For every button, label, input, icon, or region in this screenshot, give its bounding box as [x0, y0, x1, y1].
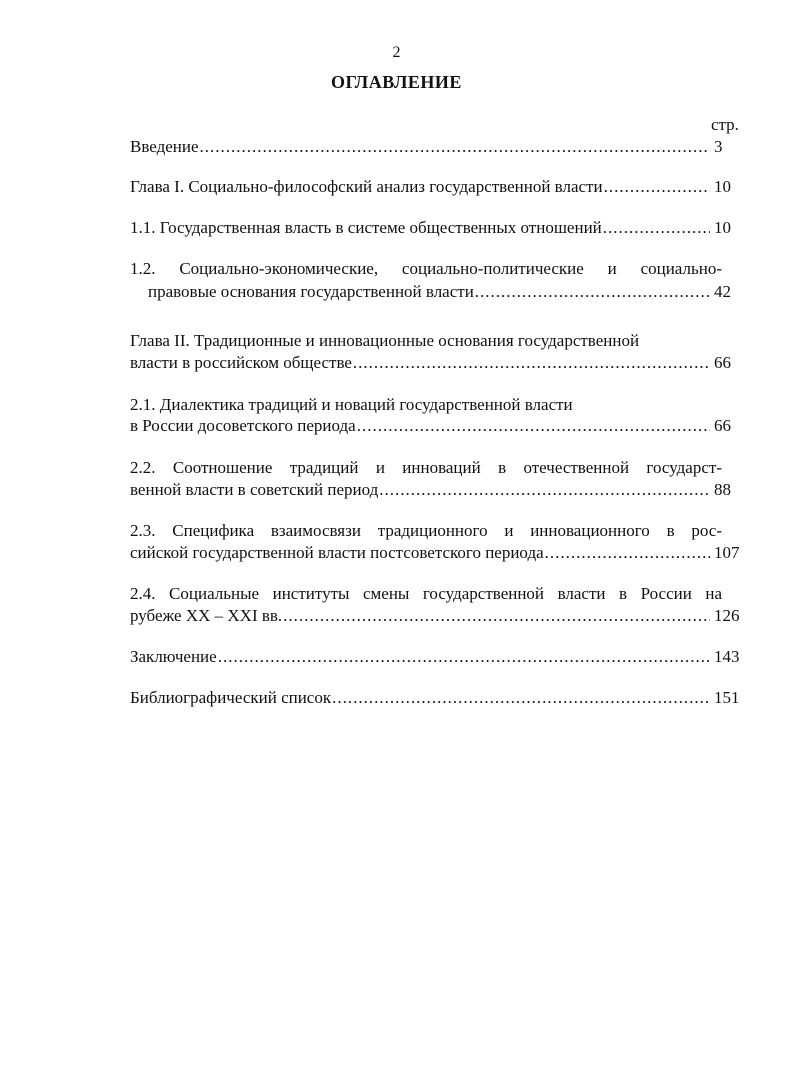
toc-entry-section-2-4[interactable] — [130, 605, 740, 627]
toc-entry-title: правовые основания государственной власти — [148, 282, 474, 301]
toc-entry-section-2-2-line1[interactable]: 2.2. Соотношение традиций и инноваций в отечественной государст- — [130, 458, 722, 477]
pages-column-header: стр. — [711, 115, 739, 134]
toc-entry-section-2-4-line1[interactable]: 2.4. Социальные институты смены государственной власти в России на — [130, 584, 722, 603]
toc-entry-section-2-3[interactable] — [130, 542, 740, 564]
dot-leader — [604, 176, 710, 198]
toc-entry-conclusion[interactable] — [130, 646, 740, 668]
dot-leader — [475, 281, 710, 303]
toc-page-number: 10 — [714, 218, 731, 237]
toc-page-number: 66 — [714, 353, 731, 372]
toc-entry-bibliography[interactable] — [130, 687, 740, 709]
toc-entry-title: власти в российском обществе — [130, 353, 352, 372]
toc-entry-chapter-2-line1[interactable]: Глава II. Традиционные и инновационные основания государственной — [130, 331, 640, 350]
toc-entry-title: 1.1. Государственная власть в системе общественных отношений — [130, 218, 602, 237]
toc-entry-title: Введение — [130, 137, 199, 156]
toc-page-number: 10 — [714, 177, 731, 196]
toc-entry-section-1-1[interactable] — [130, 217, 740, 239]
toc-entry-title: Глава I. Социально-философский анализ государственной власти — [130, 177, 603, 196]
dot-leader — [603, 217, 710, 239]
dot-leader — [379, 479, 710, 501]
toc-entry-section-1-2-line1[interactable]: 1.2. Социально-экономические, социально-политические и социально- — [130, 259, 722, 278]
toc-entry-section-2-1[interactable] — [130, 415, 740, 437]
page-number: 2 — [392, 44, 401, 61]
toc-entry-title: рубеже XX – XXI вв. — [130, 606, 283, 625]
dot-leader — [283, 605, 710, 627]
toc-page-number: 3 — [714, 137, 723, 156]
dot-leader — [332, 687, 710, 709]
toc-entry-title: сийской государственной власти постсоветского периода — [130, 543, 544, 562]
dot-leader — [353, 352, 710, 374]
toc-entry-chapter-2[interactable] — [130, 352, 740, 374]
toc-entry-title: Заключение — [130, 647, 217, 666]
toc-page-number: 143 — [714, 647, 740, 666]
toc-entry-title: в России досоветского периода — [130, 416, 356, 435]
toc-page-number: 126 — [714, 606, 740, 625]
dot-leader — [357, 415, 710, 437]
toc-entry-section-1-2[interactable] — [148, 281, 740, 303]
toc-entry-section-2-3-line1[interactable]: 2.3. Специфика взаимосвязи традиционного и инновационного в рос- — [130, 521, 722, 540]
toc-entry-chapter-1[interactable] — [130, 176, 740, 198]
dot-leader — [200, 136, 710, 158]
toc-entry-section-2-2[interactable] — [130, 479, 740, 501]
dot-leader — [545, 542, 710, 564]
toc-page-number: 42 — [714, 282, 731, 301]
toc-page-number: 88 — [714, 480, 731, 499]
toc-entry-section-2-1-line1[interactable]: 2.1. Диалектика традиций и новаций государственной власти — [130, 395, 573, 414]
dot-leader — [218, 646, 710, 668]
toc-page-number: 151 — [714, 688, 740, 707]
toc-page-number: 66 — [714, 416, 731, 435]
toc-entry-title: Библиографический список — [130, 688, 332, 707]
page-title: ОГЛАВЛЕНИЕ — [331, 72, 462, 92]
toc-page-number: 107 — [714, 543, 740, 562]
toc-entry-intro[interactable] — [130, 136, 740, 158]
toc-entry-title: венной власти в советский период — [130, 480, 379, 499]
